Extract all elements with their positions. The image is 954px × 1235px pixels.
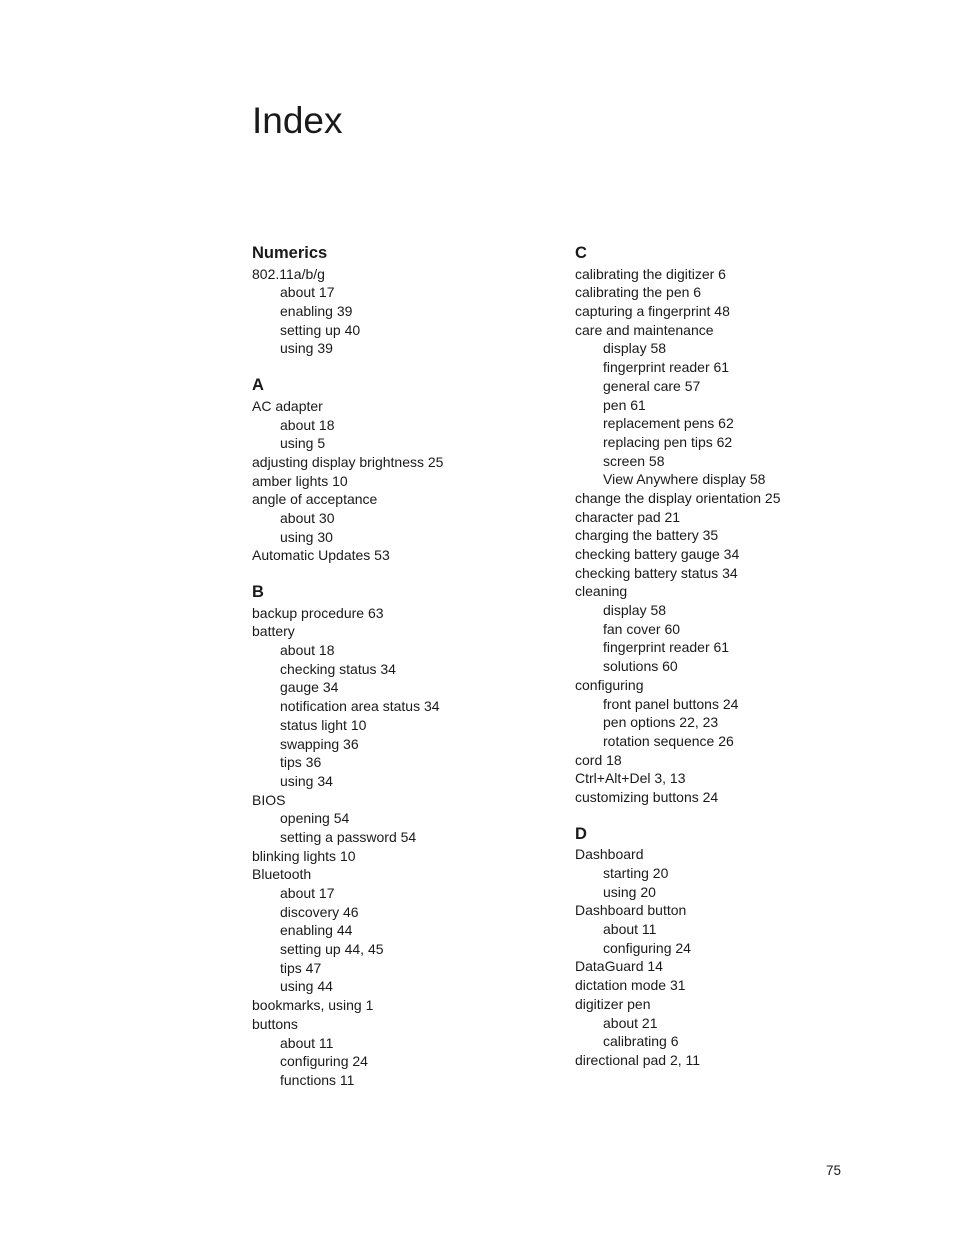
index-entry: amber lights 10 <box>252 472 348 489</box>
index-subentry: checking status 34 <box>280 660 396 677</box>
index-entry: directional pad 2, 11 <box>575 1051 701 1068</box>
index-subentry: tips 47 <box>280 959 322 976</box>
index-subentry: using 39 <box>280 340 333 357</box>
index-entry: Dashboard <box>575 846 644 863</box>
index-column-right <box>575 244 895 1088</box>
index-subentry: display 58 <box>603 340 667 357</box>
index-subentry: status light 10 <box>280 716 367 733</box>
index-subentry: setting up 44, 45 <box>280 941 384 958</box>
index-entry: capturing a fingerprint 48 <box>575 303 730 320</box>
index-subentry: gauge 34 <box>280 679 339 696</box>
index-section <box>575 244 895 807</box>
index-subentry: opening 54 <box>280 810 350 827</box>
index-entry: configuring <box>575 676 644 693</box>
index-subentry: fan cover 60 <box>603 620 681 637</box>
page-number: 75 <box>826 1163 842 1178</box>
index-subentry: about 18 <box>280 642 335 659</box>
index-subentry: screen 58 <box>603 452 665 469</box>
section-heading: B <box>252 583 264 601</box>
index-entry: backup procedure 63 <box>252 604 384 621</box>
index-entry: charging the battery 35 <box>575 527 719 544</box>
section-heading: A <box>252 376 264 395</box>
index-subentry: View Anywhere display 58 <box>603 471 766 488</box>
index-subentry: pen 61 <box>603 396 646 413</box>
index-entry: blinking lights 10 <box>252 847 356 864</box>
index-entry: buttons <box>252 1015 298 1032</box>
index-column-left <box>252 244 572 1108</box>
index-subentry: replacement pens 62 <box>603 415 734 432</box>
index-subentry: using 30 <box>280 528 333 545</box>
index-entry: calibrating the digitizer 6 <box>575 265 726 282</box>
index-subentry: general care 57 <box>603 377 701 394</box>
index-subentry: using 5 <box>280 435 326 452</box>
index-entry: Ctrl+Alt+Del 3, 13 <box>575 770 686 787</box>
index-subentry: functions 11 <box>280 1071 355 1088</box>
index-subentry: about 18 <box>280 416 335 433</box>
index-subentry: starting 20 <box>603 865 669 881</box>
index-section <box>252 583 572 1090</box>
page-title: Index <box>252 100 343 141</box>
index-subentry: about 30 <box>280 509 335 526</box>
index-subentry: notification area status 34 <box>280 698 440 715</box>
index-subentry: using 34 <box>280 772 333 789</box>
index-entry: adjusting display brightness 25 <box>252 453 444 470</box>
index-subentry: display 58 <box>603 602 667 619</box>
index-entry: BIOS <box>252 791 286 808</box>
index-subentry: using 44 <box>280 978 333 995</box>
index-subentry: about 17 <box>280 284 335 301</box>
index-subentry: front panel buttons 24 <box>603 695 739 712</box>
index-entry: cord 18 <box>575 751 622 768</box>
index-subentry: enabling 44 <box>280 922 353 939</box>
index-subentry: setting up 40 <box>280 321 361 338</box>
index-subentry: solutions 60 <box>603 658 678 675</box>
index-entry: 802.11a/b/g <box>252 265 325 282</box>
index-subentry: setting a password 54 <box>280 828 417 845</box>
index-entry: checking battery gauge 34 <box>575 546 740 562</box>
index-entry: battery <box>252 623 295 640</box>
index-entry: care and maintenance <box>575 321 714 338</box>
index-entry: character pad 21 <box>575 508 681 525</box>
index-subentry: pen options 22, 23 <box>603 714 719 731</box>
index-subentry: fingerprint reader 61 <box>603 359 730 376</box>
index-subentry: replacing pen tips 62 <box>603 433 733 450</box>
index-subentry: rotation sequence 26 <box>603 732 734 749</box>
section-heading: Numerics <box>252 244 328 262</box>
index-entry: checking battery status 34 <box>575 564 738 581</box>
section-heading: C <box>575 244 587 262</box>
index-entry: Automatic Updates 53 <box>252 547 390 564</box>
index-subentry: tips 36 <box>280 754 322 771</box>
index-entry: change the display orientation 25 <box>575 489 781 506</box>
index-entry: digitizer pen <box>575 995 651 1012</box>
index-subentry: about 11 <box>603 921 657 938</box>
index-subentry: configuring 24 <box>280 1053 368 1070</box>
index-entry: bookmarks, using 1 <box>252 997 374 1014</box>
index-entry: Bluetooth <box>252 866 312 883</box>
index-subentry: discovery 46 <box>280 903 359 920</box>
index-subentry: using 20 <box>603 883 656 900</box>
index-section <box>575 825 895 1070</box>
index-subentry: about 11 <box>280 1034 334 1051</box>
index-section <box>252 244 572 358</box>
index-entry: DataGuard 14 <box>575 958 663 975</box>
index-entry: dictation mode 31 <box>575 977 686 994</box>
index-subentry: about 17 <box>280 885 335 901</box>
index-subentry: fingerprint reader 61 <box>603 639 730 656</box>
index-subentry: swapping 36 <box>280 735 359 752</box>
index-entry: angle of acceptance <box>252 491 378 508</box>
section-heading: D <box>575 824 587 843</box>
index-subentry: enabling 39 <box>280 303 353 320</box>
index-entry: customizing buttons 24 <box>575 788 719 805</box>
index-entry: Dashboard button <box>575 902 687 919</box>
index-entry: calibrating the pen 6 <box>575 284 702 301</box>
index-entry: AC adapter <box>252 397 323 414</box>
index-entry: cleaning <box>575 583 628 600</box>
index-subentry: calibrating 6 <box>603 1033 679 1050</box>
index-subentry: about 21 <box>603 1014 658 1031</box>
index-subentry: configuring 24 <box>603 939 691 956</box>
index-section <box>252 376 572 565</box>
